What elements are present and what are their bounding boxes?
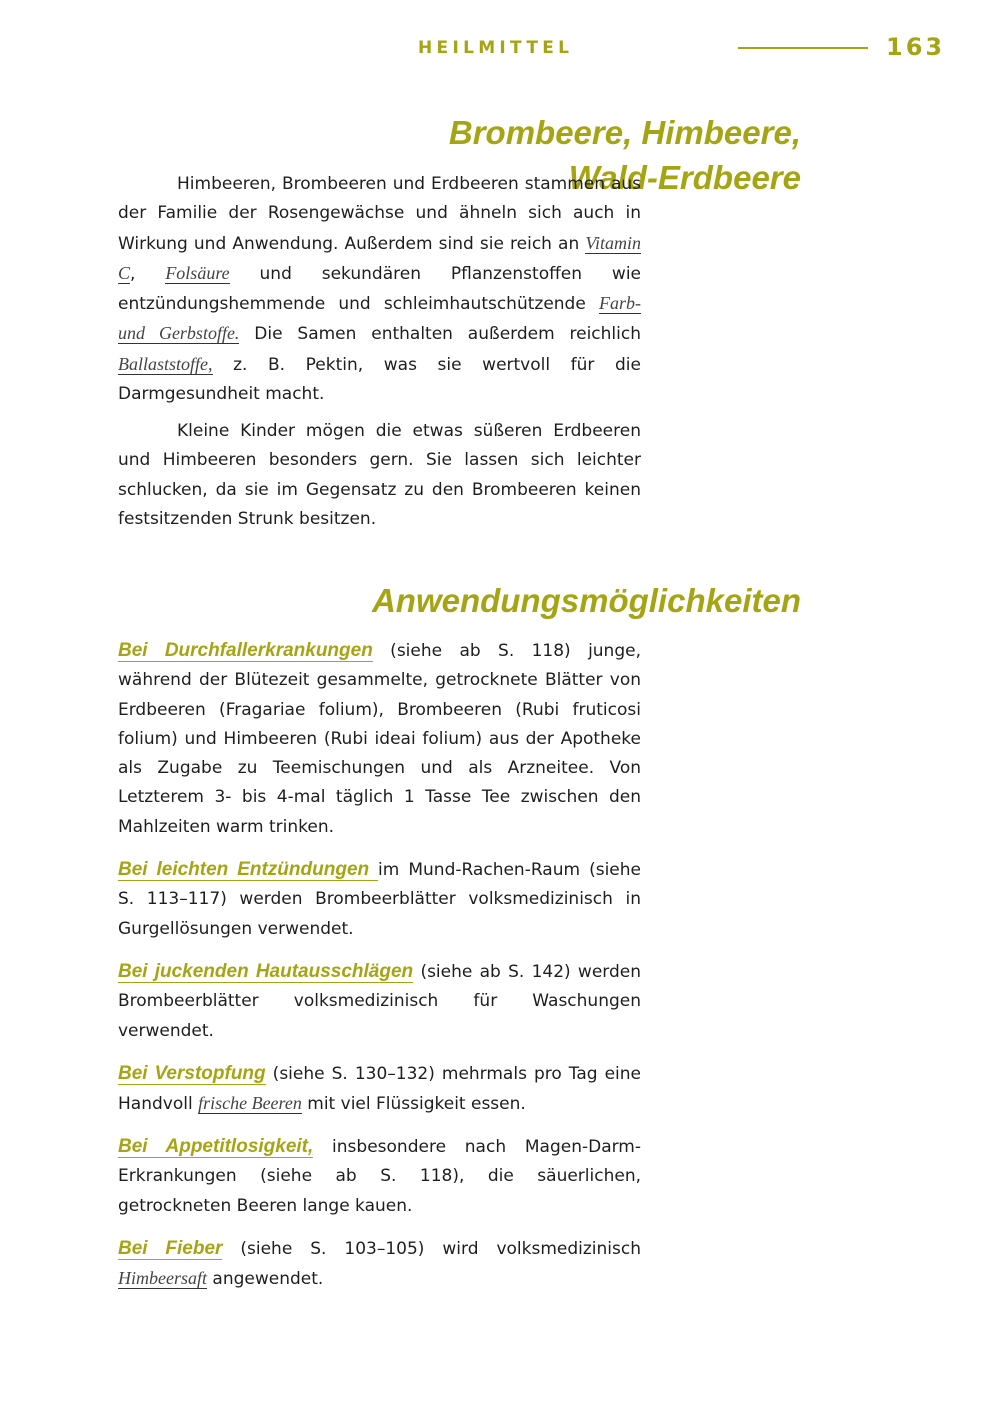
use-heading-entzuendungen: Bei leichten Entzündungen xyxy=(118,859,379,880)
intro-paragraph-2: Kleine Kinder mögen die etwas süßeren Erdbeeren und Himbeeren besonders gern. Sie lassen sich leichter schlucken, da sie im Gegensatz zu den Brombeeren keinen festsitzenden Strunk besitzen. xyxy=(118,421,641,529)
text: , xyxy=(130,263,166,284)
text: insbesondere nach Magen-Darm-Erkrankungen (siehe ab S. 118), die säuerlichen, getrockneten Beeren lange kauen. xyxy=(118,1137,641,1216)
text: z. B. Pektin, was sie wertvoll für die Darmgesundheit macht. xyxy=(118,354,641,405)
section-heading: Anwendungsmöglichkeiten xyxy=(371,582,801,619)
link-frische-beeren[interactable]: frische Beeren xyxy=(198,1093,302,1114)
text: (siehe ab S. 142) werden Brombeerblätter volksmedizinisch für Waschungen verwendet. xyxy=(118,962,641,1041)
page-number: 163 xyxy=(886,33,946,61)
link-farb-gerbstoffe[interactable]: Farb- und Gerbstoffe. xyxy=(118,293,641,344)
use-heading-appetitlosigkeit: Bei Appetitlosigkeit, xyxy=(118,1136,314,1157)
text: (siehe ab S. 118) junge, während der Blütezeit gesammelte, getrocknete Blätter von Erdbeeren (Fragariae folium), Brombeeren (Rubi fruticosi folium) und Himbeeren (Rubi ideai folium) aus der Apotheke als Zugabe zu Teemischungen und als Arzneitee. Von Letzterem 3- bis 4-mal täglich 1 Tasse Tee zwischen den Mahlzeiten warm trinken. xyxy=(118,641,641,837)
intro-paragraph-1 xyxy=(118,170,641,409)
running-header: HEILMITTEL xyxy=(418,38,574,58)
link-vitamin-c[interactable]: Vitamin C xyxy=(118,232,641,283)
use-appetitlosigkeit xyxy=(118,1132,641,1221)
use-heading-durchfall: Bei Durchfallerkrankungen xyxy=(118,640,373,661)
use-heading-hautausschlaege: Bei juckenden Hautausschlägen xyxy=(118,961,414,982)
text: Himbeeren, Brombeeren und Erdbeeren stammen aus der Familie der Rosengewächse und ähneln sich auch in Wirkung und Anwendung. Außerdem sind sie reich an xyxy=(118,174,641,254)
use-heading-fieber: Bei Fieber xyxy=(118,1238,223,1259)
text: (siehe S. 130–132) mehrmals pro Tag eine Handvoll xyxy=(118,1064,642,1115)
header-rule xyxy=(738,47,868,49)
use-durchfall xyxy=(118,636,641,842)
text: mit viel Flüssigkeit essen. xyxy=(301,1094,526,1115)
text: im Mund-Rachen-Raum (siehe S. 113–117) werden Brombeerblätter volksmedizinisch in Gurgellösungen verwendet. xyxy=(118,860,641,939)
text: und sekundären Pflanzenstoffen wie entzündungshemmende und schleimhautschützende xyxy=(118,263,642,315)
text: angewendet. xyxy=(207,1269,324,1290)
page-title-line2: Wald-Erdbeere xyxy=(568,159,801,196)
use-verstopfung xyxy=(118,1059,641,1120)
use-heading-verstopfung: Bei Verstopfung xyxy=(118,1063,266,1084)
use-hautausschlaege xyxy=(118,957,641,1046)
use-entzuendungen xyxy=(118,855,641,944)
use-fieber xyxy=(118,1234,641,1295)
page-title-line1: Brombeere, Himbeere, xyxy=(448,114,801,151)
text: (siehe S. 103–105) wird volksmedizinisch xyxy=(222,1239,641,1259)
text: Die Samen enthalten außerdem reichlich xyxy=(239,324,641,345)
link-ballaststoffe[interactable]: Ballaststoffe, xyxy=(118,353,213,374)
link-folsaeure[interactable]: Folsäure xyxy=(165,262,230,283)
link-himbeersaft[interactable]: Himbeersaft xyxy=(118,1268,207,1289)
